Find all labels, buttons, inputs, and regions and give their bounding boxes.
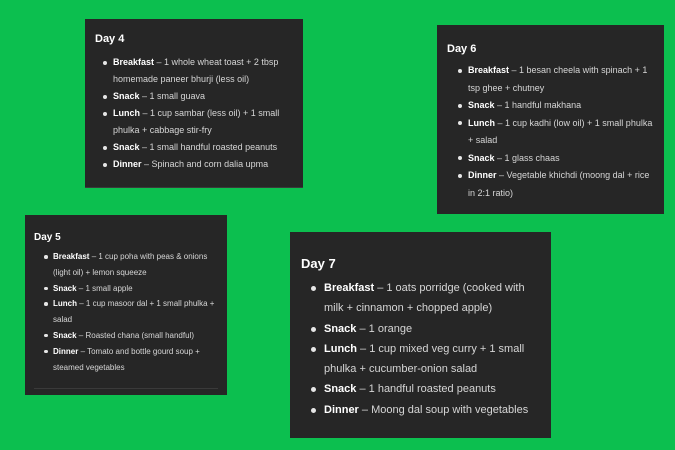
list-item — [113, 105, 293, 139]
meal-text: – 1 small handful roasted peanuts — [139, 142, 278, 152]
meal-label: Dinner — [468, 170, 497, 180]
meal-label: Dinner — [324, 403, 359, 416]
meal-text: – Roasted chana (small handful) — [76, 330, 194, 340]
day-5-card — [25, 215, 227, 395]
meal-text: – 1 handful makhana — [494, 100, 582, 110]
meal-text: – 1 cup poha with peas & onions (light oil) + lemon squeeze — [53, 252, 208, 277]
list-item — [53, 328, 218, 344]
meal-text: – 1 glass chaas — [494, 152, 560, 163]
meal-text: – 1 orange — [356, 322, 413, 335]
list-item — [324, 339, 540, 380]
meal-text: – Moong dal soup with vegetables — [358, 403, 529, 416]
divider — [34, 388, 218, 389]
meal-list — [447, 62, 654, 202]
meal-text: – 1 cup mixed veg curry + 1 small phulka + cucumber-onion salad — [324, 342, 525, 376]
list-item — [113, 139, 293, 156]
meal-text: – 1 whole wheat toast + 2 tbsp homemade paneer bhurji (less oil) — [113, 57, 279, 84]
meal-list — [301, 278, 540, 420]
list-item — [324, 400, 540, 420]
meal-text: – 1 cup sambar (less oil) + 1 small phulka + cabbage stir-fry — [113, 108, 280, 135]
day-title: Day 4 — [95, 33, 125, 45]
list-item — [53, 249, 218, 281]
list-item — [53, 344, 218, 376]
list-item — [53, 281, 218, 297]
meal-label: Lunch — [324, 342, 357, 355]
list-item — [468, 167, 654, 202]
meal-label: Snack — [113, 142, 140, 152]
meal-label: Snack — [324, 383, 357, 396]
list-item — [468, 150, 654, 168]
meal-list — [34, 249, 218, 375]
list-item — [324, 319, 540, 339]
meal-label: Lunch — [468, 117, 495, 128]
meal-label: Snack — [468, 100, 495, 110]
meal-text: – 1 besan cheela with spinach + 1 tsp ghee + chutney — [468, 65, 648, 93]
meal-text: – 1 cup kadhi (low oil) + 1 small phulka + salad — [468, 117, 653, 145]
meal-label: Dinner — [113, 159, 142, 169]
day-title: Day 7 — [301, 256, 336, 271]
meal-text: – 1 small guava — [139, 91, 206, 101]
meal-label: Snack — [53, 283, 77, 293]
list-item — [324, 379, 540, 399]
meal-text: – Tomato and bottle gourd soup + steamed vegetables — [53, 346, 200, 372]
meal-text: – 1 cup masoor dal + 1 small phulka + salad — [53, 299, 215, 325]
meal-text: – Vegetable khichdi (moong dal + rice in 2:1 ratio) — [468, 170, 650, 198]
meal-label: Dinner — [53, 346, 79, 356]
list-item — [53, 296, 218, 328]
meal-label: Snack — [468, 152, 495, 163]
meal-label: Lunch — [53, 299, 77, 309]
meal-label: Breakfast — [53, 252, 90, 261]
meal-text: – 1 small apple — [76, 283, 133, 293]
meal-label: Breakfast — [324, 282, 375, 294]
meal-label: Breakfast — [113, 57, 155, 67]
list-item — [113, 156, 293, 173]
meal-label: Snack — [113, 91, 140, 101]
list-item — [113, 54, 293, 88]
day-4-card — [85, 19, 303, 188]
list-item — [468, 97, 654, 115]
meal-text: – 1 handful roasted peanuts — [356, 383, 496, 396]
list-item — [113, 88, 293, 105]
meal-label: Snack — [324, 322, 357, 335]
list-item — [468, 115, 654, 150]
meal-text: – Spinach and corn dalia upma — [141, 159, 269, 169]
meal-label: Breakfast — [468, 65, 510, 75]
day-6-card — [437, 25, 664, 214]
day-7-card — [290, 232, 551, 438]
list-item — [468, 62, 654, 97]
meal-list — [95, 54, 293, 173]
meal-label: Snack — [53, 330, 77, 340]
day-title: Day 5 — [34, 232, 61, 243]
divider — [85, 187, 303, 188]
list-item — [324, 278, 540, 319]
meal-label: Lunch — [113, 108, 140, 118]
day-title: Day 6 — [447, 43, 477, 55]
meal-text: – 1 oats porridge (cooked with milk + cinnamon + chopped apple) — [324, 282, 525, 315]
